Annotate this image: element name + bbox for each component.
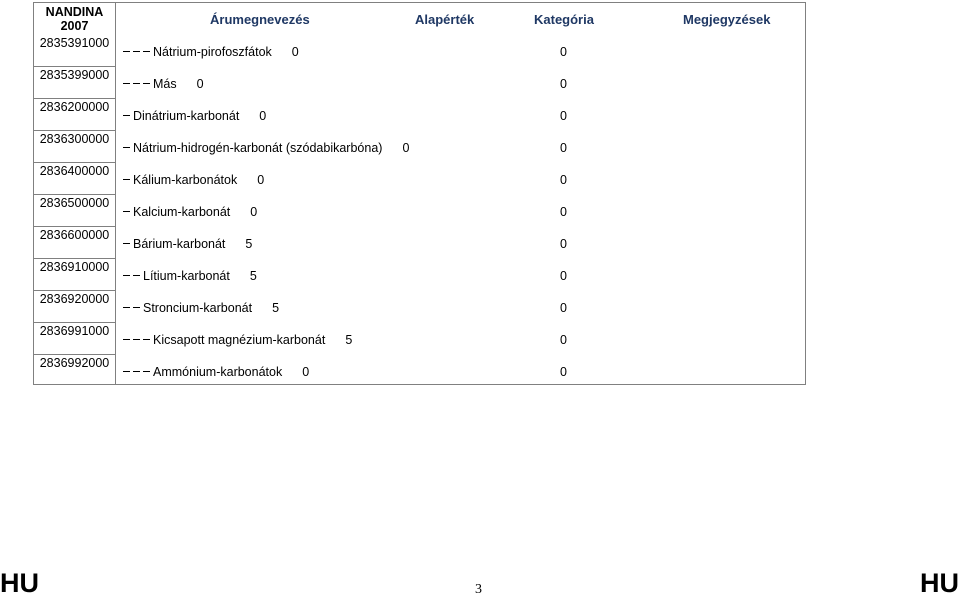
base-rate-value: 0 (196, 77, 204, 91)
category-value: 0 (560, 141, 567, 155)
category-value: 0 (560, 45, 567, 59)
base-rate-value: 5 (272, 301, 280, 315)
indent-dash (133, 307, 140, 308)
footer-country-mark-left: HU (0, 568, 39, 598)
category-value: 0 (560, 333, 567, 347)
tariff-code: 2836300000 (39, 132, 110, 146)
code-header-line2: 2007 (60, 19, 89, 33)
category-value: 0 (560, 365, 567, 379)
goods-name: Lítium-karbonát (143, 269, 230, 283)
category-value: 0 (560, 173, 567, 187)
indent-dash (123, 275, 130, 276)
tariff-code: 2835399000 (39, 68, 110, 82)
goods-description (123, 301, 567, 315)
base-rate-value: 0 (402, 141, 410, 155)
tariff-code: 2836992000 (39, 356, 110, 370)
tariff-code: 2836400000 (39, 164, 110, 178)
goods-description (123, 333, 567, 347)
goods-name: Nátrium-hidrogén-karbonát (szódabikarbóna) (133, 141, 383, 155)
indent-dash (123, 211, 130, 212)
tariff-code: 2836991000 (39, 324, 110, 338)
page-number: 3 (475, 582, 482, 597)
base-rate-value: 5 (245, 237, 253, 251)
goods-name: Más (153, 77, 177, 91)
base-rate-column-header: Alapérték (415, 12, 475, 27)
indent-dash (143, 371, 150, 372)
category-value: 0 (560, 237, 567, 251)
tariff-code: 2836910000 (39, 260, 110, 274)
tariff-code: 2836500000 (39, 196, 110, 210)
goods-description (123, 173, 567, 187)
category-value: 0 (560, 269, 567, 283)
indent-dash (133, 83, 140, 84)
base-rate-value: 0 (259, 109, 267, 123)
goods-name: Kicsapott magnézium-karbonát (153, 333, 326, 347)
indent-dash (123, 115, 130, 116)
indent-dash (123, 179, 130, 180)
indent-dash (133, 371, 140, 372)
category-value: 0 (560, 77, 567, 91)
goods-name: Kálium-karbonátok (133, 173, 238, 187)
goods-description (123, 365, 567, 379)
goods-name: Dinátrium-karbonát (133, 109, 240, 123)
goods-name: Bárium-karbonát (133, 237, 226, 251)
remarks-column-header: Megjegyzések (683, 12, 771, 27)
indent-dash (123, 307, 130, 308)
category-value: 0 (560, 109, 567, 123)
category-value: 0 (560, 301, 567, 315)
tariff-code: 2836920000 (39, 292, 110, 306)
code-header-line1: NANDINA (45, 5, 104, 19)
tariff-table (33, 2, 806, 385)
base-rate-value: 5 (345, 333, 353, 347)
goods-name: Nátrium-pirofoszfátok (153, 45, 272, 59)
indent-dash (133, 339, 140, 340)
tariff-code: 2836600000 (39, 228, 110, 242)
goods-name: Kalcium-karbonát (133, 205, 231, 219)
base-rate-value: 0 (250, 205, 258, 219)
name-column-header: Árumegnevezés (210, 12, 310, 27)
footer-country-mark-right: HU (920, 568, 959, 598)
goods-description (123, 77, 567, 91)
code-column-header (34, 3, 115, 35)
code-column (34, 3, 116, 384)
base-rate-value: 5 (249, 269, 257, 283)
indent-dash (123, 51, 130, 52)
tariff-code: 2835391000 (39, 36, 110, 50)
indent-dash (123, 371, 130, 372)
tariff-code: 2836200000 (39, 100, 110, 114)
indent-dash (123, 339, 130, 340)
goods-name: Stroncium-karbonát (143, 301, 253, 315)
indent-dash (123, 243, 130, 244)
indent-dash (143, 83, 150, 84)
goods-name: Ammónium-karbonátok (153, 365, 283, 379)
category-value: 0 (560, 205, 567, 219)
goods-description (123, 269, 567, 283)
goods-description (123, 237, 567, 251)
base-rate-value: 0 (257, 173, 265, 187)
goods-description (123, 109, 567, 123)
indent-dash (143, 339, 150, 340)
indent-dash (143, 51, 150, 52)
base-rate-value: 0 (291, 45, 299, 59)
goods-description (123, 141, 567, 155)
base-rate-value: 0 (302, 365, 310, 379)
indent-dash (133, 51, 140, 52)
goods-description (123, 45, 567, 59)
indent-dash (123, 147, 130, 148)
indent-dash (123, 83, 130, 84)
goods-description (123, 205, 567, 219)
indent-dash (133, 275, 140, 276)
category-column-header: Kategória (534, 12, 594, 27)
